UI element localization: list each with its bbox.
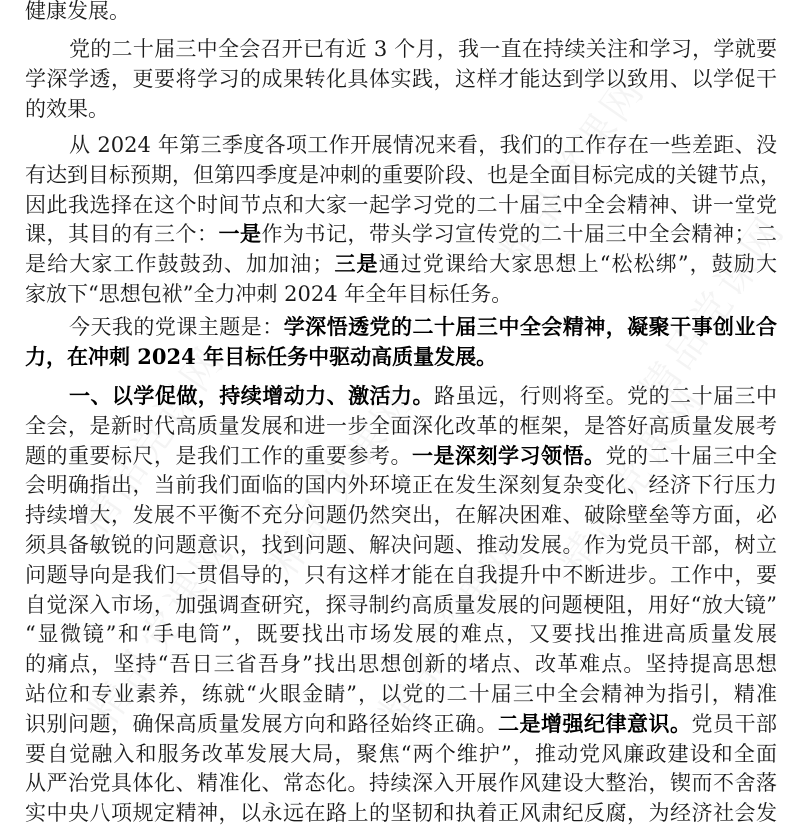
text-line [25,649,777,679]
text-line [25,590,777,620]
bold-text: 三是 [333,251,379,277]
body-text: 的效果。 [25,96,109,121]
body-text: 今天我的党课主题是： [69,315,284,339]
text-line [25,560,777,590]
text-line [69,312,777,342]
text-line [25,249,777,279]
text-line [25,160,781,190]
text-line [25,619,777,649]
text-line [25,798,777,828]
body-text: 党员干部 [691,711,777,736]
text-line [25,411,777,441]
body-text: 党的二十届三中全会召开已有近 3 个月，我一直在持续关注和学习，学就要 [69,37,777,61]
body-text: 是给大家工作鼓鼓劲、加加油； [25,252,334,277]
body-text: 学深学透，更要将学习的成果转化具体实践，这样才能达到学以致用、以学促干 [25,66,777,91]
body-text: 党的二十届三中全 [605,443,777,468]
body-text: 作为书记，带头学习宣传党的二十届三中全会精神；二 [261,222,777,247]
body-text: 问题导向是我们一贯倡导的，只有这样才能在自我提升中不断进步。工作中，要 [25,562,777,587]
body-text: 站位和专业素养，练就“火眼金睛”，以党的二十届三中全会精神为指引，精准 [25,682,777,706]
bold-text: 力，在冲刺 2024 年目标任务中驱动高质量发展。 [25,343,498,369]
body-text: 健康发展。 [25,0,130,23]
body-text: 要自觉融入和服务改革发展大局，聚焦“两个维护”，推动党风廉政建设和全面 [25,741,777,766]
text-line [25,739,777,769]
body-text: 持续增大，发展不平衡不充分问题仍然突出，在解决困难、破除壁垒等方面，必 [25,503,777,528]
body-text: 通过党课给大家思想上“松松绑”，鼓励大 [378,252,777,277]
text-line [25,500,777,530]
body-text: 须具备敏锐的问题意识，找到问题、解决问题、推动发展。作为党员干部，树立 [25,533,777,557]
body-text: 题的重要标尺，是我们工作的重要参考。 [25,443,412,468]
text-line [25,64,777,94]
body-text: 识别问题，确保高质量发展方向和路径始终正确。 [25,711,498,736]
body-text: 的痛点，坚持“吾日三省吾身”找出思想创新的堵点、改革难点。坚持提高思想 [25,652,777,677]
bold-text: 一是 [218,221,262,247]
text-line [25,0,777,26]
body-text: 全会，是新时代高质量发展和进一步全面深化改革的框架，是答好高质量发展考 [25,413,777,438]
text-line [25,709,777,739]
text-line [25,530,777,560]
text-line [25,219,777,249]
text-line [25,279,777,309]
text-line [25,679,777,709]
body-text: 家放下“思想包袱”全力冲刺 2024 年全年目标任务。 [25,282,513,306]
text-line [25,190,777,220]
body-text: “显微镜”和“手电筒”，既要找出市场发展的难点，又要找出推进高质量发展 [25,622,777,647]
body-text: 会明确指出，当前我们面临的国内外环境正在发生深刻复杂变化、经济下行压力 [25,473,777,498]
text-line [25,441,777,471]
body-text: 实中央八项规定精神，以永远在路上的坚韧和执着正风肃纪反腐，为经济社会发 [25,801,777,826]
bold-text: 二是增强纪律意识。 [498,710,692,736]
body-text: 因此我选择在这个时间节点和大家一起学习党的二十届三中全会精神、讲一堂党 [25,192,777,217]
bold-text: 一、以学促做，持续增动力、激活力。 [69,383,434,408]
body-text: 课，其目的有三个： [25,222,219,247]
text-line [69,34,777,64]
body-text: 自觉深入市场，加强调查研究，探寻制约高质量发展的问题梗阻，用好“放大镜” [25,592,777,617]
text-line [69,381,777,411]
body-text: 路虽远，行则将至。党的二十届三中 [433,384,777,408]
body-text: 从严治党具体化、精准化、常态化。持续深入开展作风建设大整治，锲而不舍落 [25,771,777,796]
text-line [25,94,777,124]
text-line [69,130,777,160]
text-line [25,470,777,500]
body-text: 有达到目标预期，但第四季度是冲刺的重要阶段、也是全面目标完成的关键节点， [25,162,781,187]
bold-text: 学深悟透党的二十届三中全会精神，凝聚干事创业合 [283,314,777,339]
text-line [25,768,777,798]
body-text: 从 2024 年第三季度各项工作开展情况来看，我们的工作存在一些差距、没 [69,133,777,157]
bold-text: 一是深刻学习领悟。 [412,442,606,468]
text-line [25,342,777,372]
